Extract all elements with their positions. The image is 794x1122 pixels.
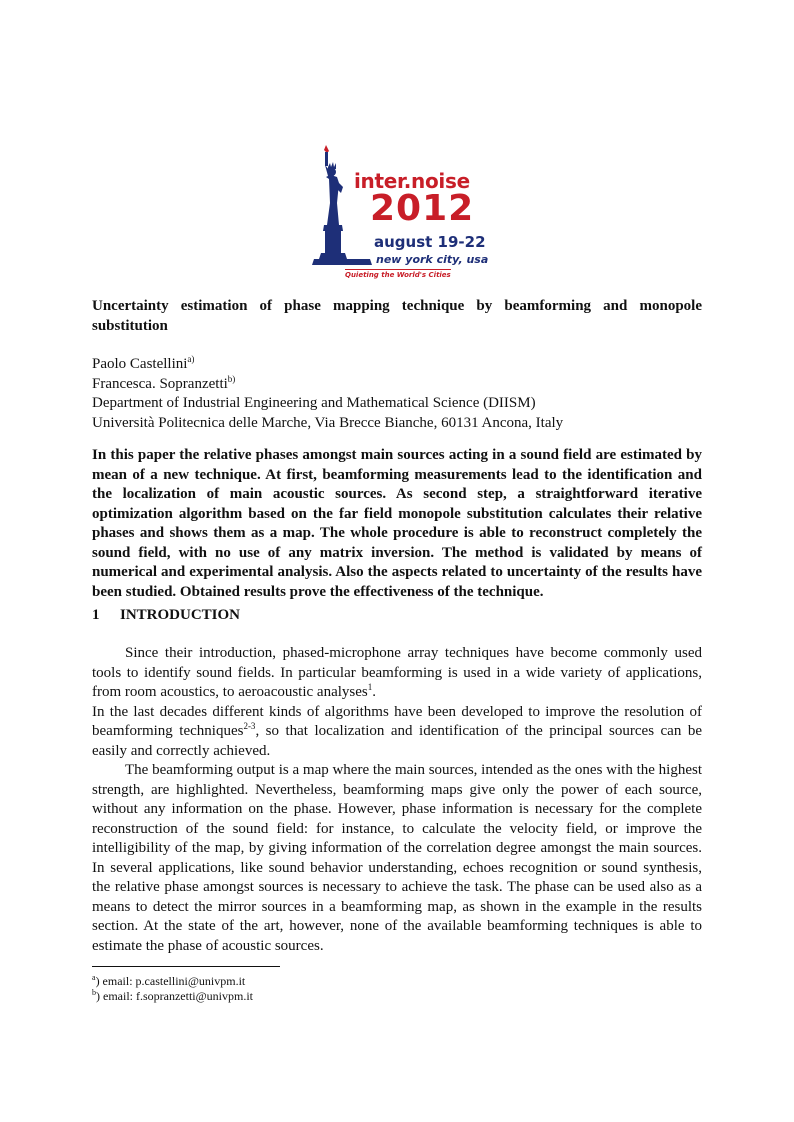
paragraph-2-text-a: In the last decades different kinds of algorithms have been developed to improve the resolution of beamforming techniques <box>92 703 702 739</box>
footnote-b-mark: b <box>92 988 96 997</box>
author-2 <box>92 375 702 395</box>
section-heading <box>92 607 240 624</box>
section-number: 1 <box>92 607 100 623</box>
author-1 <box>92 355 702 375</box>
footnote-a-text: ) email: p.castellini@univpm.it <box>95 974 246 988</box>
footnote-a-mark: a <box>92 973 96 982</box>
footnote-b <box>92 989 253 1004</box>
conference-logo <box>312 143 492 280</box>
paragraph-2 <box>92 703 702 762</box>
author-2-mark: b) <box>227 373 236 384</box>
affiliation-university: Università Politecnica delle Marche, Via Brecce Bianche, 60131 Ancona, Italy <box>92 414 564 431</box>
abstract: In this paper the relative phases amongst main sources acting in a sound field are estimated by mean of a new technique. At first, beamforming measurements lead to the identification and the localization of main acoustic sources. As second step, a straightforward iterative optimization algorithm based on the far field monopole substitution calculates their relative phases and shows them as a map. The whole procedure is able to reconstruct completely the sound field, with no use of any matrix inversion. The method is validated by means of numerical and experimental analysis. Also the aspects related to uncertainty of the results have been studied. Obtained results prove the effectiveness of the technique. <box>92 447 702 600</box>
author-2-name: Francesca. Sopranzetti <box>92 375 228 392</box>
affiliation-department: Department of Industrial Engineering and Mathematical Science (DIISM) <box>92 395 536 411</box>
citation-ref: 2-3 <box>243 721 256 731</box>
paragraph-1 <box>92 644 702 703</box>
paragraph-1-text: Since their introduction, phased-microphone array techniques have become commonly used tools to identify sound fields. In particular beamforming is used in a wide variety of applications, from room acoustics, to aeroacoustic analyses <box>92 645 702 700</box>
author-block <box>92 355 702 433</box>
footnote-b-text: ) email: f.sopranzetti@univpm.it <box>96 989 254 1003</box>
section-title: INTRODUCTION <box>120 607 241 623</box>
paper-title: Uncertainty estimation of phase mapping technique by beamforming and monopole substitution <box>92 298 702 334</box>
paragraph-2-text-b: , so that localization and identification of the principal sources can be easily and correctly achieved. <box>92 723 702 759</box>
author-1-name: Paolo Castellini <box>92 356 188 372</box>
statue-of-liberty-icon <box>312 143 372 280</box>
author-1-mark: a) <box>187 354 195 364</box>
logo-year: 2012 <box>370 188 475 229</box>
footnote-a <box>92 974 253 989</box>
logo-line-1: inter.noise <box>354 169 470 193</box>
body-text <box>92 644 702 956</box>
footnotes <box>92 974 253 1004</box>
citation-ref: 1 <box>367 682 373 692</box>
logo-location: new york city, usa <box>376 253 489 266</box>
footnote-divider <box>92 966 280 967</box>
paragraph-3: The beamforming output is a map where the main sources, intended as the ones with the highest strength, are highlighted. Nevertheless, beamforming maps give only the power of each source, without any information on the phase. However, phase information is necessary for the complete reconstruction of the sound field: for instance, to calculate the velocity field, or improve the intelligibility of the map, by giving information of the correlation degree amongst the main sources. In several applications, like sound behavior understanding, echoes recognition or sound synthesis, the relative phase amongst sources is necessary to achieve the task. The phase can be used also as a means to detect the mirror sources in a beamforming map, as shown in the example in the results section. At the state of the art, however, none of the available beamforming techniques is able to estimate the phase of acoustic sources. <box>92 762 702 954</box>
logo-tagline: Quieting the World's Cities <box>345 271 451 279</box>
logo-date: august 19-22 <box>374 233 486 251</box>
paragraph-1-end: . <box>372 684 376 700</box>
